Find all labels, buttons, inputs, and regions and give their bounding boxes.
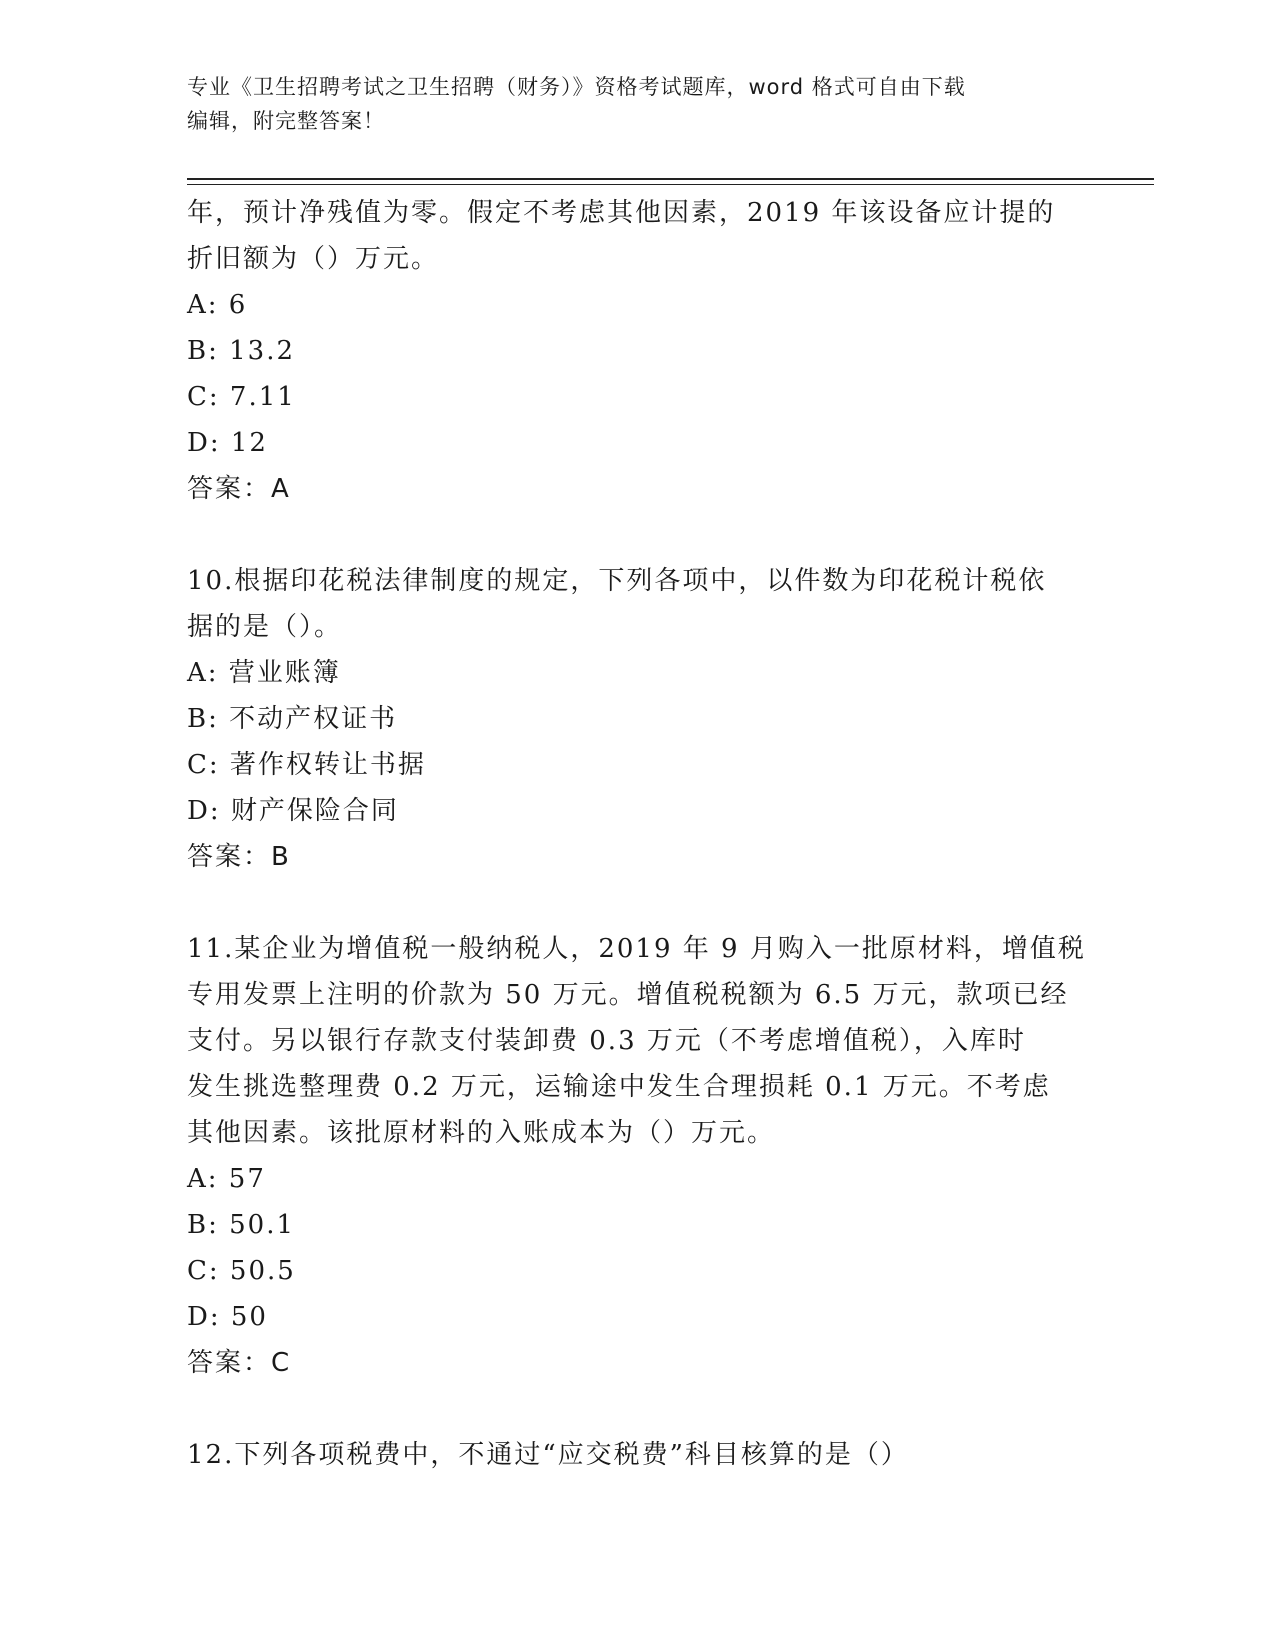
spacer (187, 512, 1087, 558)
header-line-2: 编辑，附完整答案！ (187, 109, 385, 133)
option-b: B: 不动产权证书 (187, 704, 398, 734)
question-text-line: 其他因素。该批原材料的入账成本为（）万元。 (187, 1118, 776, 1148)
question-text-line: 据的是（）。 (187, 612, 343, 642)
option-b: B: 50.1 (187, 1210, 296, 1240)
question-12 (187, 1432, 1087, 1478)
question-10 (187, 558, 1087, 880)
header-divider-thin (187, 184, 1154, 185)
option-c: C: 7.11 (187, 382, 296, 412)
option-a: A: 营业账簿 (187, 658, 341, 688)
question-list (187, 190, 1087, 1478)
question-text-line: 10.根据印花税法律制度的规定，下列各项中，以件数为印花税计税依 (187, 566, 1047, 596)
option-d: D: 50 (187, 1302, 268, 1332)
question-11 (187, 926, 1087, 1386)
option-c: C: 50.5 (187, 1256, 296, 1286)
answer: 答案：A (187, 474, 291, 504)
option-a: A: 6 (187, 290, 248, 320)
answer: 答案：B (187, 842, 291, 872)
answer: 答案：C (187, 1348, 292, 1378)
option-a: A: 57 (187, 1164, 266, 1194)
question-text-line: 支付。另以银行存款支付装卸费 0.3 万元（不考虑增值税），入库时 (187, 1026, 1026, 1056)
question-text-line: 年，预计净残值为零。假定不考虑其他因素，2019 年该设备应计提的 (187, 198, 1056, 228)
spacer (187, 1386, 1087, 1432)
question-text-line: 11.某企业为增值税一般纳税人，2019 年 9 月购入一批原材料，增值税 (187, 934, 1086, 964)
option-c: C: 著作权转让书据 (187, 750, 426, 780)
header-line-1: 专业《卫生招聘考试之卫生招聘（财务）》资格考试题库，word 格式可自由下载 (187, 75, 966, 99)
question-text-line: 专用发票上注明的价款为 50 万元。增值税税额为 6.5 万元，款项已经 (187, 980, 1069, 1010)
question-text-line: 发生挑选整理费 0.2 万元，运输途中发生合理损耗 0.1 万元。不考虑 (187, 1072, 1051, 1102)
question-text-line: 12.下列各项税费中，不通过“应交税费”科目核算的是（） (187, 1440, 909, 1470)
option-d: D: 12 (187, 428, 268, 458)
question-text-line: 折旧额为（）万元。 (187, 244, 440, 274)
document-header (187, 70, 1087, 138)
spacer (187, 880, 1087, 926)
option-b: B: 13.2 (187, 336, 296, 366)
header-divider-thick (187, 178, 1154, 180)
option-d: D: 财产保险合同 (187, 796, 399, 826)
question-9 (187, 190, 1087, 512)
